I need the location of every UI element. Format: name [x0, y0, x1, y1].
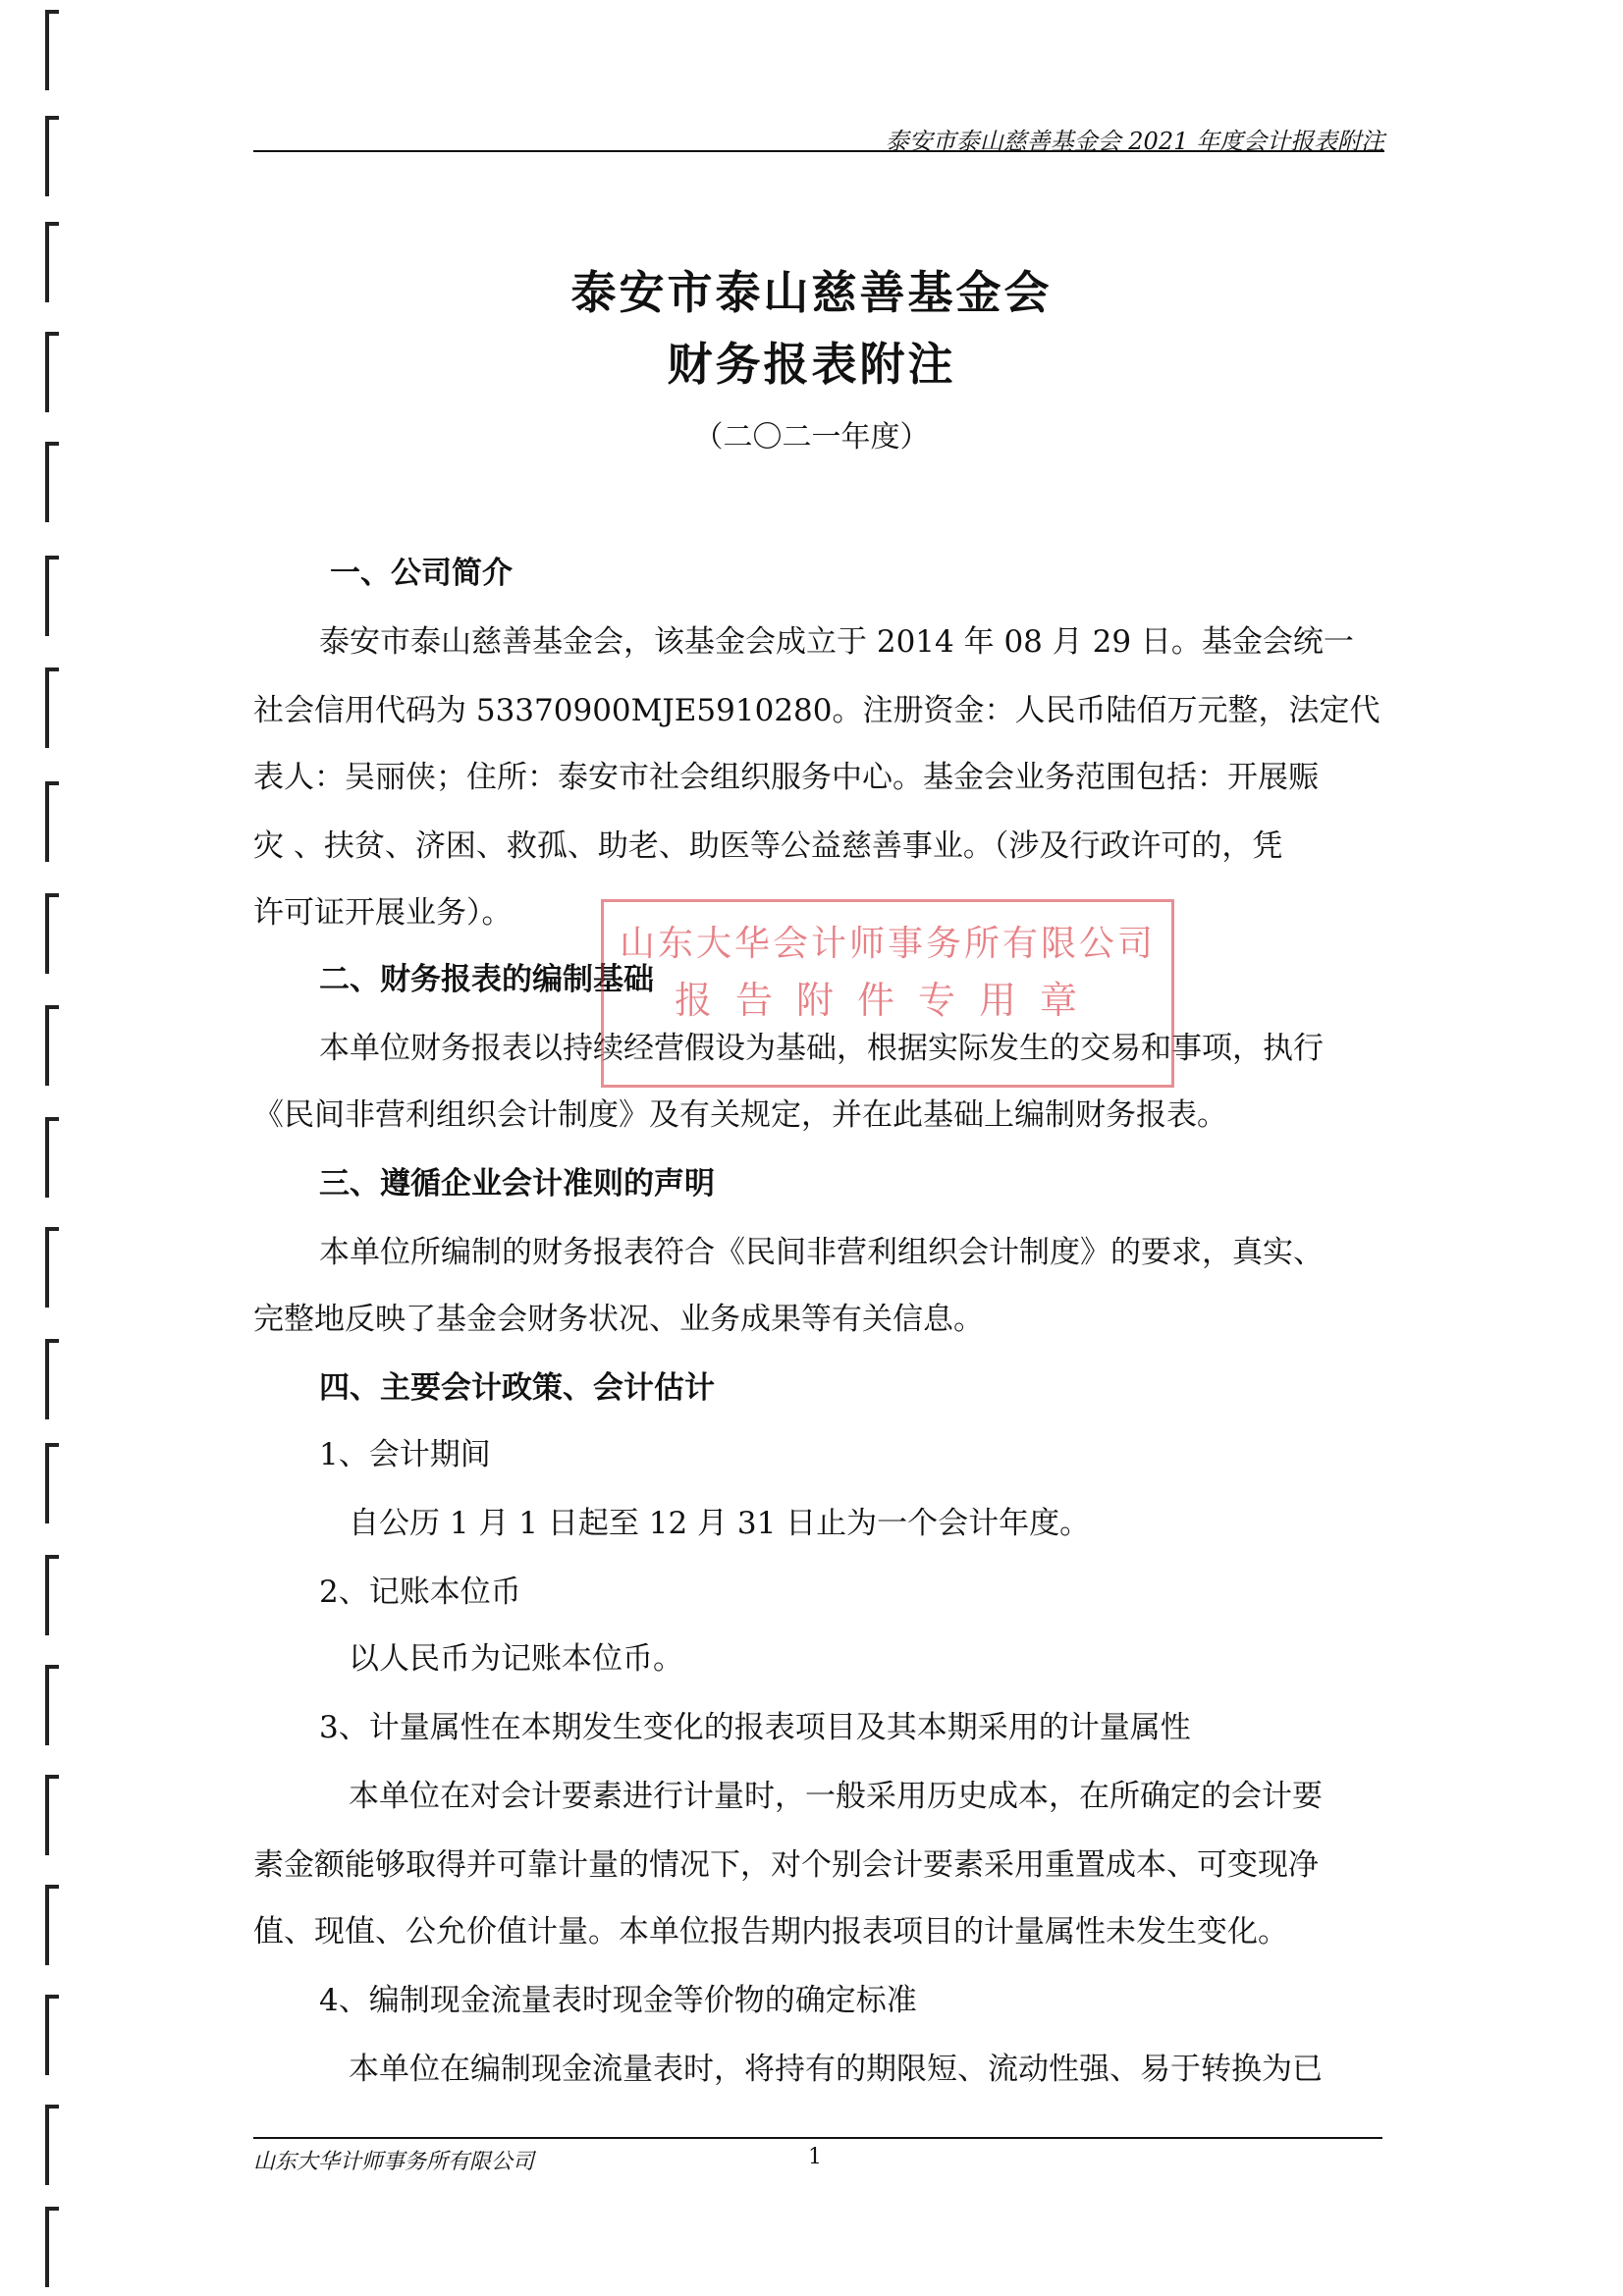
- paragraph-line: 素金额能够取得并可靠计量的情况下，对个别会计要素采用重置成本、可变现净: [253, 1847, 1319, 1883]
- paragraph-line: 表人：吴丽侠；住所：泰安市社会组织服务中心。基金会业务范围包括：开展赈: [253, 760, 1319, 795]
- binding-mark: [45, 556, 59, 636]
- paragraph-line: 本单位在编制现金流量表时，将持有的期限短、流动性强、易于转换为已: [349, 2052, 1323, 2087]
- stamp-line-1: 山东大华会计师事务所有限公司: [619, 924, 1156, 964]
- subsection-title: 3、计量属性在本期发生变化的报表项目及其本期采用的计量属性: [319, 1710, 1191, 1745]
- binding-mark: [45, 1995, 59, 2075]
- binding-mark: [45, 1339, 59, 1419]
- paragraph-line: 《民间非营利组织会计制度》及有关规定，并在此基础上编制财务报表。: [253, 1097, 1227, 1133]
- binding-mark: [45, 1443, 59, 1523]
- footer-rule: [253, 2137, 1382, 2139]
- paragraph-line: 以人民币为记账本位币。: [349, 1641, 683, 1677]
- binding-mark: [45, 1885, 59, 1965]
- subsection-title: 2、记账本位币: [319, 1575, 521, 1610]
- binding-mark: [45, 2105, 59, 2185]
- binding-mark: [45, 781, 59, 862]
- paragraph-line: 许可证开展业务）。: [253, 895, 513, 931]
- binding-mark: [45, 10, 59, 90]
- binding-mark: [45, 1775, 59, 1855]
- paragraph-line: 本单位所编制的财务报表符合《民间非营利组织会计制度》的要求，真实、: [319, 1235, 1324, 1270]
- binding-mark: [45, 1227, 59, 1308]
- section-heading: 四、主要会计政策、会计估计: [319, 1370, 715, 1406]
- paragraph-line: 本单位财务报表以持续经营假设为基础，根据实际发生的交易和事项，执行: [319, 1031, 1324, 1066]
- binding-mark: [45, 1665, 59, 1745]
- page-number: 1: [808, 2145, 822, 2169]
- binding-mark: [45, 116, 59, 196]
- subsection-title: 4、编制现金流量表时现金等价物的确定标准: [319, 1983, 917, 2018]
- paragraph-line: 值、现值、公允价值计量。本单位报告期内报表项目的计量属性未发生变化。: [253, 1914, 1288, 1949]
- section-heading: 一、公司简介: [330, 556, 513, 591]
- stamp-line-2: 报告附件专用章: [674, 979, 1101, 1022]
- document-subtitle: 财务报表附注: [667, 338, 956, 391]
- binding-mark: [45, 1005, 59, 1086]
- running-header: 泰安市泰山慈善基金会 2021 年度会计报表附注: [885, 128, 1384, 155]
- document-year: （二〇二一年度）: [693, 420, 930, 454]
- binding-mark: [45, 1555, 59, 1635]
- header-rule: [253, 150, 1384, 152]
- binding-mark: [45, 1117, 59, 1198]
- paragraph-line: 自公历 1 月 1 日起至 12 月 31 日止为一个会计年度。: [349, 1506, 1091, 1541]
- section-heading: 二、财务报表的编制基础: [319, 962, 654, 997]
- paragraph-line: 本单位在对会计要素进行计量时，一般采用历史成本，在所确定的会计要: [349, 1779, 1323, 1814]
- paragraph-line: 泰安市泰山慈善基金会，该基金会成立于 2014 年 08 月 29 日。基金会统一: [319, 624, 1354, 660]
- red-seal-stamp: [601, 899, 1174, 1088]
- section-heading: 三、遵循企业会计准则的声明: [319, 1166, 715, 1201]
- subsection-title: 1、会计期间: [319, 1437, 491, 1472]
- footer-company: 山东大华计师事务所有限公司: [253, 2150, 535, 2174]
- paragraph-line: 社会信用代码为 53370900MJE5910280。注册资金：人民币陆佰万元整，法定代: [253, 693, 1380, 728]
- document-title: 泰安市泰山慈善基金会: [570, 266, 1053, 319]
- binding-mark: [45, 2207, 59, 2287]
- binding-mark: [45, 893, 59, 974]
- binding-mark: [45, 667, 59, 748]
- paragraph-line: 完整地反映了基金会财务状况、业务成果等有关信息。: [253, 1302, 984, 1337]
- paragraph-line: 灾 、扶贫、济困、救孤、助老、助医等公益慈善事业。（涉及行政许可的，凭: [253, 828, 1283, 864]
